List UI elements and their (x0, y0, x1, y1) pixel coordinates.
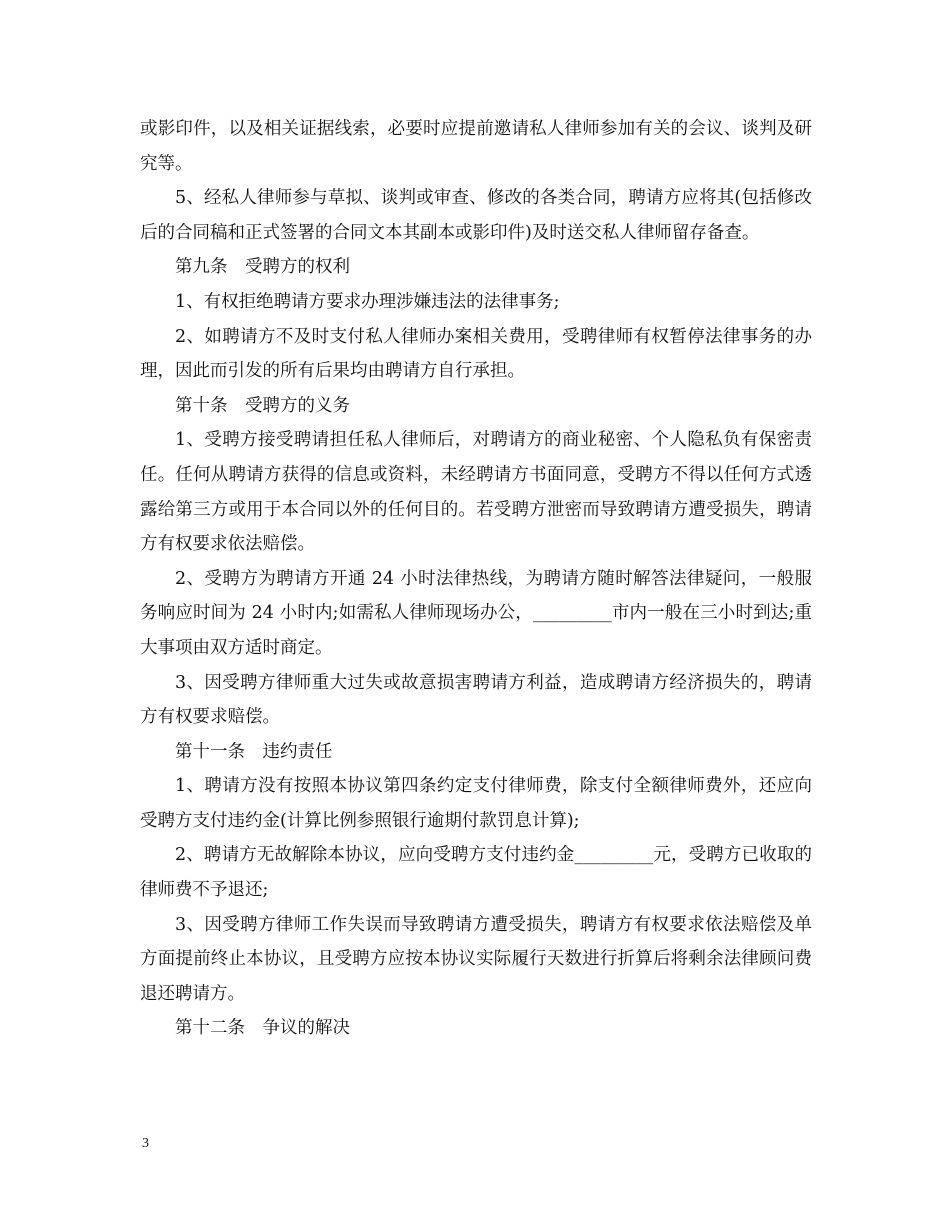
clause-item: 1、聘请方没有按照本协议第四条约定支付律师费，除支付全额律师费外，还应向受聘方支付违约金(计算比例参照银行逾期付款罚息计算); (140, 776, 812, 831)
clause-item: 5、经私人律师参与草拟、谈判或审查、修改的各类合同，聘请方应将其(包括修改后的合同稿和正式签署的合同文本其副本或影印件)及时送交私人律师留存备查。 (140, 188, 812, 243)
article-heading: 第十一条 违约责任 (175, 741, 333, 762)
article-heading: 第十条 受聘方的义务 (175, 395, 350, 416)
clause-item: 2、聘请方无故解除本协议，应向受聘方支付违约金_________元，受聘方已收取的律师费不予退还; (140, 845, 812, 901)
clause-item: 3、因受聘方律师重大过失或故意损害聘请方利益，造成聘请方经济损失的，聘请方有权要求赔偿。 (140, 672, 812, 728)
article-heading: 第九条 受聘方的权利 (175, 257, 350, 278)
article-heading: 第十二条 争议的解决 (175, 1018, 350, 1039)
clause-item: 1、受聘方接受聘请担任私人律师后，对聘请方的商业秘密、个人隐私负有保密责任。任何从聘请方获得的信息或资料，未经聘请方书面同意，受聘方不得以任何方式透露给第三方或用于本合同以外的任何目的。若受聘方泄密而导致聘请方遭受损失，聘请方有权要求依法赔偿。 (140, 430, 812, 555)
clause-item: 3、因受聘方律师工作失误而导致聘请方遭受损失，聘请方有权要求依法赔偿及单方面提前终止本协议，且受聘方应按本协议实际履行天数进行折算后将剩余法律顾问费退还聘请方。 (140, 914, 812, 1004)
clause-item: 2、受聘方为聘请方开通 24 小时法律热线，为聘请方随时解答法律疑问，一般服务响应时间为 24 小时内;如需私人律师现场办公，_________市内一般在三小时到达;重大事项由双方适时商定。 (140, 568, 812, 658)
paragraph-continuation: 或影印件，以及相关证据线索，必要时应提前邀请私人律师参加有关的会议、谈判及研究等。 (140, 119, 812, 174)
clause-item: 1、有权拒绝聘请方要求办理涉嫌违法的法律事务; (175, 291, 560, 312)
document-page (140, 112, 812, 1046)
page-number: 3 (142, 1136, 149, 1151)
clause-item: 2、如聘请方不及时支付私人律师办案相关费用，受聘律师有权暂停法律事务的办理，因此而引发的所有后果均由聘请方自行承担。 (140, 326, 812, 382)
